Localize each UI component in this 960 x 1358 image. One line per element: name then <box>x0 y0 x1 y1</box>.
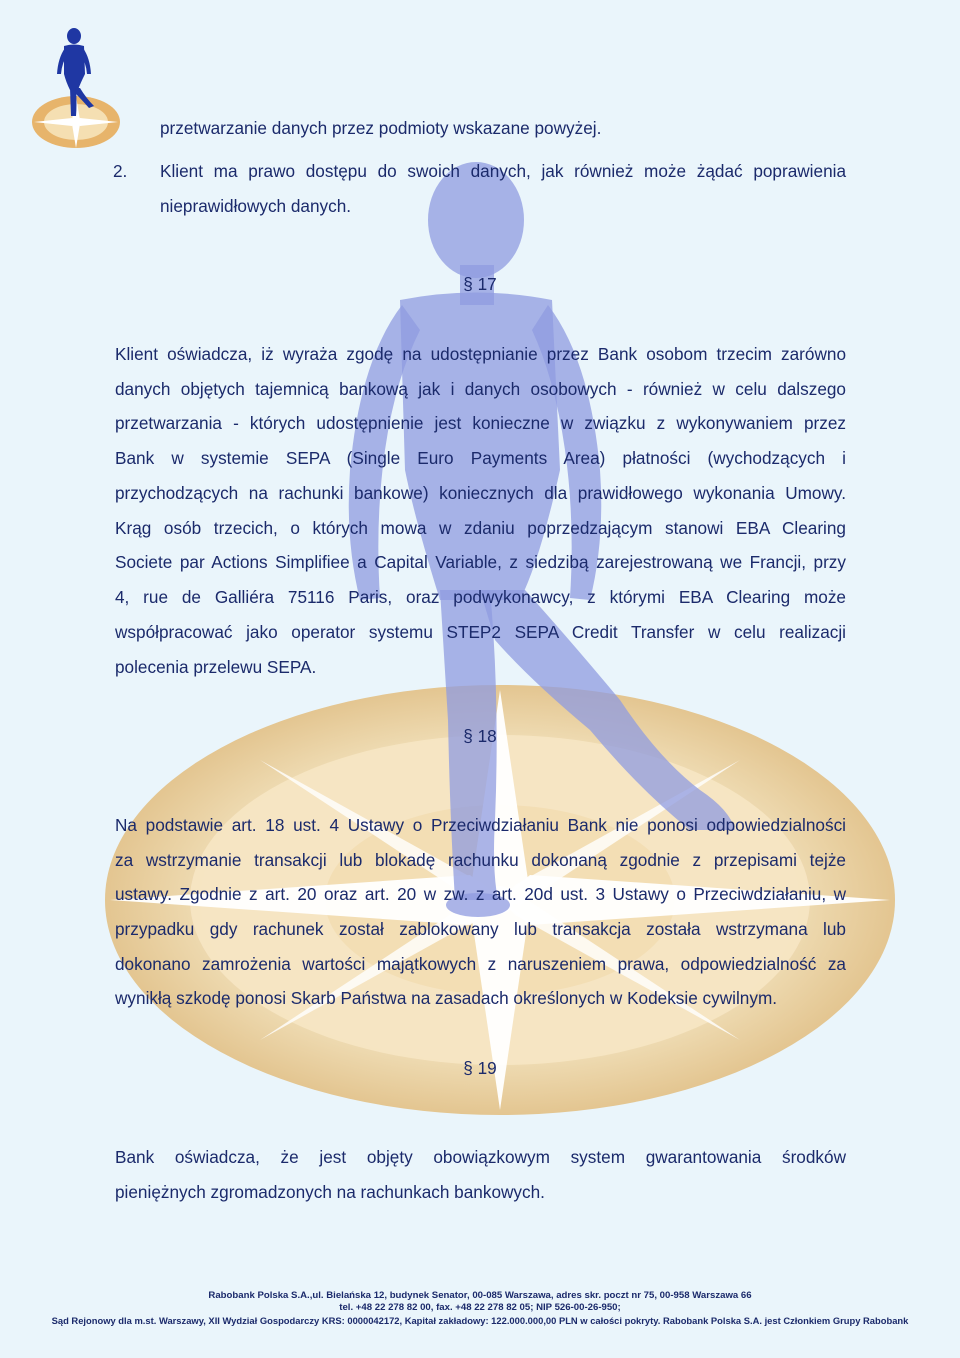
footer-address: Rabobank Polska S.A.,ul. Bielańska 12, budynek Senator, 00-085 Warszawa, adres skr. poczt nr 75, 00-958 Warszawa 66 <box>208 1290 752 1301</box>
s18-line-6: wynikłą szkodę ponosi Skarb Państwa na zasadach określonych w Kodeksie cywilnym. <box>115 988 778 1008</box>
p1-line-2: Klient ma prawo dostępu do swoich danych, jak również może żądać poprawienia <box>160 161 846 181</box>
section-heading-17: § 17 <box>463 274 497 294</box>
p1-line-3: nieprawidłowych danych. <box>160 196 352 216</box>
s19-line-2: pieniężnych zgromadzonych na rachunkach bankowych. <box>115 1182 545 1202</box>
s17-line-8: 4, rue de Galliéra 75116 Paris, oraz podwykonawcy, z którymi EBA Clearing może <box>115 587 846 607</box>
list-number-2: 2. <box>113 161 128 181</box>
footer-registry: Sąd Rejonowy dla m.st. Warszawy, XII Wydział Gospodarczy KRS: 0000042172, Kapitał zakładowy: 122.000.000,00 PLN w całości pokryty. Rabobank Polska S.A. jest Członkiem Grupy Rabobank <box>51 1315 909 1326</box>
s17-line-9: współpracować jako operator systemu STEP2 SEPA Credit Transfer w celu realizacji <box>115 622 846 642</box>
s17-line-5: przychodzących na rachunki bankowe) koniecznych dla prawidłowego wykonania Umowy. <box>115 483 846 503</box>
footer-contact: tel. +48 22 278 82 00, fax. +48 22 278 82 05; NIP 526-00-26-950; <box>339 1302 621 1313</box>
p1-line-1: przetwarzanie danych przez podmioty wskazane powyżej. <box>160 118 602 138</box>
s19-line-1: Bank oświadcza, że jest objęty obowiązkowym system gwarantowania środków <box>115 1147 846 1167</box>
section-heading-19: § 19 <box>463 1058 497 1078</box>
s18-line-3: ustawy. Zgodnie z art. 20 oraz art. 20 w zw. z art. 20d ust. 3 Ustawy o Przeciwdziałaniu, w <box>115 884 846 904</box>
s17-line-6: Krąg osób trzecich, o których mowa w zdaniu poprzedzającym stanowi EBA Clearing <box>115 518 846 538</box>
s17-line-4: Bank w systemie SEPA (Single Euro Payments Area) płatności (wychodzących i <box>115 448 846 468</box>
s17-line-3: przetwarzania - których udostępnienie jest konieczne w związku z wykonywaniem przez <box>115 413 846 433</box>
s17-line-1: Klient oświadcza, iż wyraża zgodę na udostępnianie przez Bank osobom trzecim zarówno <box>115 344 846 364</box>
section-heading-18: § 18 <box>463 726 497 746</box>
s18-line-4: przypadku gdy rachunek został zablokowany lub transakcja została wstrzymana lub <box>115 919 846 939</box>
s17-line-10: polecenia przelewu SEPA. <box>115 657 317 677</box>
s17-line-7: Societe par Actions Simplifiee a Capital Variable, z siedzibą zarejestrowaną we Francji, przy <box>115 552 846 572</box>
s18-line-1: Na podstawie art. 18 ust. 4 Ustawy o Przeciwdziałaniu Bank nie ponosi odpowiedzialności <box>115 815 846 835</box>
s18-line-2: za wstrzymanie transakcji lub blokadę rachunku dokonaną zgodnie z przepisami tejże <box>115 850 846 870</box>
s18-line-5: dokonano zamrożenia wartości majątkowych z naruszeniem prawa, odpowiedzialność za <box>115 954 846 974</box>
s17-line-2: danych objętych tajemnicą bankową jak i danych osobowych - również w celu dalszego <box>115 379 846 399</box>
